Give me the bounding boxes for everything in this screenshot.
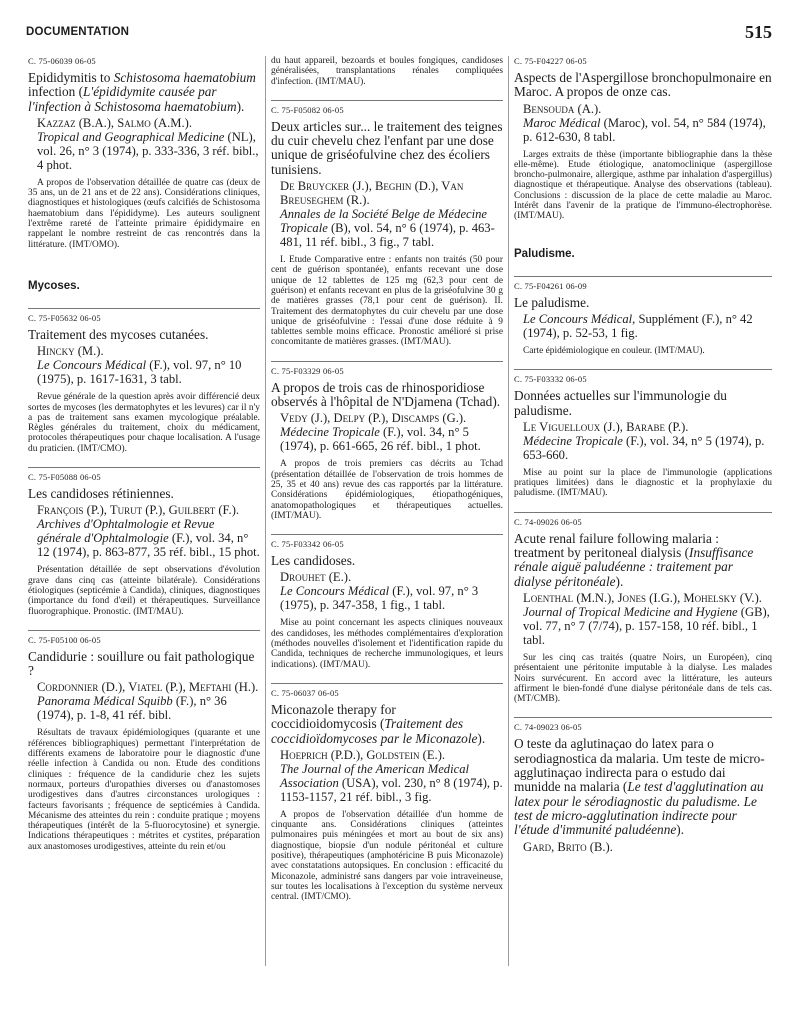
entry-source: Panorama Médical Squibb (F.), n° 36 (1974), p. 1-8, 41 réf. bibl. — [37, 694, 227, 723]
entry-abstract: A propos de trois premiers cas décrits au Tchad (présentation détaillée de l'observation de trois hommes de 25, 35 et 40 ans) revue des cas rapportés par la littérature. Considérations épidémiologiques, étiopathogéniques, anatomopathologiques et thérapeutiques actuelles. (IMT/MAU). — [271, 459, 503, 521]
entry-source: Tropical and Geographical Medicine (NL), vol. 26, n° 3 (1974), p. 333-336, 3 réf. bibl., 4 phot. — [37, 129, 259, 172]
entry-authors: Loenthal (M.N.), Jones (I.G.), Mohelsky (V.). — [523, 590, 762, 605]
abstract-entry — [271, 534, 503, 670]
entry-source: Annales de la Société Belge de Médecine Tropicale (B), vol. 54, n° 6 (1974), p. 463-481, 11 réf. bibl., 3 fig., 7 tabl. — [280, 207, 495, 250]
column-divider — [265, 56, 266, 966]
entry-authors: Drouhet (E.). — [280, 570, 352, 585]
abstract-entry — [514, 56, 772, 222]
entry-title: Données actuelles sur l'immunologie du paludisme. — [514, 388, 727, 418]
section-heading-mycoses: Mycoses. — [28, 279, 80, 292]
entry-abstract: A propos de l'observation détaillée de quatre cas (deux de 35 ans, un de 21 ans et de 22 ans). Considérations cliniques, diagnostiques et histologiques (œufs calcifiés de Schistosoma haematobium dans l'épididyme). Les auteurs soulignent l'extrême rareté de l'atteinte primaire épididymaire en rappelant le nombre restreint de cas rencontrés dans la littérature. (IMT/OMO). — [28, 177, 260, 250]
section-header: DOCUMENTATION — [26, 26, 130, 38]
entry-code: C. 74-09026 06-05 — [514, 516, 582, 527]
entry-title: Deux articles sur... le traitement des teignes du cuir chevelu chez l'enfant par une dose unique de griséofulvine chez des écoliers tunisiens. — [271, 118, 503, 177]
entry-title: Candidurie : souillure ou fait pathologique ? — [28, 648, 255, 679]
entry-code: C. 75-F05082 06-05 — [271, 104, 344, 115]
entry-code: C. 75-06037 06-05 — [271, 687, 339, 698]
entry-authors: Hincky (M.). — [37, 344, 104, 359]
entry-code: C. 75-F05632 06-05 — [28, 312, 101, 323]
entry-abstract: A propos de l'observation détaillée d'un homme de cinquante ans. Considérations cliniques (atteintes pulmonaires puis méningées et mort au bout de six ans) diagnostique, biopsie d'un nodule péritonéal et culture positive), thérapeutiques (amphotéricine B puis Miconazole) avec constatations autopsiques. En conclusion : efficacité du Miconazole, administré sans dangers par voie intraveineuse, sur toutes les localisations à l'exception du système nerveux central. (IMT/CMO). — [271, 809, 503, 903]
entry-code: C. 74-09023 06-05 — [514, 722, 582, 733]
entry-source: Le Concours Médical (F.), vol. 97, n° 10 (1975), p. 1617-1631, 3 tabl. — [37, 358, 242, 387]
entry-code: C. 75-F03342 06-05 — [271, 539, 344, 550]
entry-abstract: Revue générale de la question après avoir différencié deux sortes de mycoses (les dermatophytes et les levures) car il n'y a pas de traitement sans examen mycologique préalable. Règles générales du traitement, choix du médicament, protocoles thérapeutiques pour chaque localisation. A l'usage du praticien. (IMT/CMO). — [28, 392, 260, 454]
entry-source: Le Concours Médical (F.), vol. 97, n° 3 (1975), p. 347-358, 1 fig., 1 tabl. — [280, 584, 479, 613]
entry-abstract: I. Etude Comparative entre : enfants non traités (50 pour cent de guérison spontanée), enfants recevant une dose unique de 12 tablettes de 125 mg (62,3 pour cent de guérison) et enfants recevant en plus de la griséofulvine 30 g de matières grasses (78,1 pour cent de guérison). II. Traitement des dermatophytes du cuir chevelu par une dose unique de griséofulvine : l'essai d'une dose réduite à 9 tablettes semble moins efficace. Pronostic amélioré si prise concomitante de matières grasses. (IMT/MAU). — [271, 255, 503, 348]
entry-title: Acute renal failure following malaria : treatment by peritoneal dialysis (Insuffisance rénale aiguë paludéenne : traitement par dialyse péritonéale). — [514, 530, 754, 589]
entry-abstract: Présentation détaillée de sept observations d'évolution grave dans cinq cas (atteinte bilatérale). Considérations étiologiques (septicémie à Candida), cliniques, diagnostiques (importance du fond d'œil) et thérapeutiques. Surveillance fluorographique. Pronostic. (IMT/MAU). — [28, 565, 260, 617]
entry-code: C. 75-F03329 06-05 — [271, 365, 344, 376]
abstract-entry — [271, 683, 503, 903]
entry-code: C. 75-F04261 06-09 — [514, 280, 587, 291]
entry-abstract: Sur les cinq cas traités (quatre Noirs, un Européen), cinq présentaient une péritonite imputable à la dialyse. Les malades Noirs survécurent. En accord avec la littérature, les auteurs affirment le bien-fondé d'une dialyse péritonéale dans de tels cas. (MT/CMB). — [514, 652, 772, 705]
entry-title: Epididymitis to Schistosoma haematobium infection (L'épididymite causée par l'infection à Schistosoma haematobium). — [28, 70, 256, 114]
abstract-entry — [271, 100, 503, 348]
abstract-entry — [28, 630, 260, 852]
column-divider — [508, 56, 509, 966]
entry-authors: De Bruycker (J.), Beghin (D.), Van Breuseghem (R.). — [280, 179, 464, 208]
entry-title: Les candidoses rétiniennes. — [28, 486, 174, 502]
entry-abstract: Mise au point sur la place de l'immunologie (applications pratiques limitées) dans le diagnostic et la prophylaxie du paludisme. (IMT/MAU). — [514, 467, 772, 499]
abstract-entry — [514, 369, 772, 498]
abstract-entry — [28, 308, 260, 454]
abstract-entry — [28, 467, 260, 617]
abstract-entry — [271, 361, 503, 521]
column-1 — [28, 56, 260, 865]
entry-title: Miconazole therapy for coccidioidomycosis (Traitement des coccidioïdomycoses par le Miconazole). — [271, 701, 486, 746]
abstract-entry — [514, 276, 772, 357]
entry-abstract: du haut appareil, bezoards et boules fongiques, candidoses généralisées, transplantations rénales compliquées d'infection. (IMT/MAU). — [271, 56, 503, 87]
entry-title: O teste da aglutinaçao do latex para o serodiagnostica da malaria. Um teste de micro-agglutinaçao indirecta para o estudo dai munidde na malaria (Le test d'agglutination au latex pour le sérodiagnostic du paludisme. Le test de micro-agglutination indirecte pour l'étude d'immunité paludéenne). — [514, 736, 765, 838]
entry-abstract: Carte épidémiologique en couleur. (IMT/MAU). — [523, 345, 705, 356]
entry-code: C. 75-F03332 06-05 — [514, 374, 587, 385]
entry-authors: Hoeprich (P.D.), Goldstein (E.). — [280, 747, 446, 762]
entry-authors: Kazzaz (B.A.), Salmo (A.M.). — [37, 115, 192, 130]
entry-authors: Bensouda (A.). — [523, 101, 602, 116]
entry-code: C. 75-F05100 06-05 — [28, 634, 101, 645]
abstract-entry — [514, 717, 772, 853]
column-2 — [271, 56, 503, 915]
entry-authors: Vedy (J.), Delpy (P.), Discamps (G.). — [280, 411, 467, 426]
entry-title: A propos de trois cas de rhinosporidiose observés à l'hôpital de N'Djamena (Tchad). — [271, 379, 501, 410]
abstract-entry — [28, 56, 260, 250]
entry-code: C. 75-06039 06-05 — [28, 56, 96, 66]
entry-abstract: Larges extraits de thèse (importante bibliographie dans la thèse elle-même). Etude étiologique, anatomoclinique (aspergillose broncho-pulmonaire, allergique, asthme par inhalation d'aspergillus) diagnostique et thérapeutique. Analyse des observations (tableau). Conclusions : discussion de la place de cette maladie au Maroc. Intérêt dans l'avenir de la pratique de l'immuno-électrophorèse. (IMT/MAU). — [514, 149, 772, 222]
entry-source: Médecine Tropicale (F.), vol. 34, n° 5 (1974), p. 653-660. — [523, 433, 765, 462]
entry-authors: Gard, Brito (B.). — [523, 839, 613, 854]
entry-title: Les candidoses. — [271, 553, 356, 569]
entry-abstract: Mise au point concernant les aspects cliniques nouveaux des candidoses, les méthodes complémentaires d'exploration (méthodes nouvelles d'isolement et l'identification rapide du Candida, techniques de recherche immunologiques, et leurs indications). (IMT/MAU). — [271, 618, 503, 670]
entry-title: Traitement des mycoses cutanées. — [28, 326, 209, 342]
entry-abstract: Résultats de travaux épidémiologiques (quarante et une références bibliographiques) permettant l'interprétation de différents examens de laboratoire pour le diagnostic d'une réelle infection à Candida ou non. Etude des conditions cliniques : fréquence de la candidurie chez les sujets normaux, porteurs d'uropathies diverses ou d'anastomoses urodigestives dans d'autres circonstances urologiques : facteurs favorisants ; fréquence de septicémies à Candida. Mécanisme des atteintes du rein : conduite pratique ; moyens thérapeutiques (intérêt de la 5-fluorocytosine) et synergie. Indications thérapeutiques : métrites et cystites, préparation aux anastomoses urodigestives, atteinte du rein et/ou — [28, 728, 260, 852]
entry-authors: Le Viguelloux (J.), Barabe (P.). — [523, 419, 689, 434]
entry-title: Le paludisme. — [514, 294, 590, 310]
column-3 — [514, 56, 772, 867]
section-heading-paludisme: Paludisme. — [514, 247, 575, 260]
entry-code: C. 75-F05088 06-05 — [28, 472, 101, 483]
entry-source: Le Concours Médical, Supplément (F.), n° 42 (1974), p. 52-53, 1 fig. — [523, 311, 753, 340]
entry-authors: François (P.), Turut (P.), Guilbert (F.). — [37, 503, 240, 518]
entry-source: Maroc Médical (Maroc), vol. 54, n° 584 (1974), p. 612-630, 8 tabl. — [523, 115, 766, 144]
abstract-entry — [514, 512, 772, 705]
page-number: 515 — [745, 22, 772, 42]
entry-source: Archives d'Ophtalmologie et Revue générale d'Ophtalmologie (F.), vol. 34, n° 12 (1974), p. 863-877, 35 réf. bibl., 15 phot. — [37, 517, 260, 560]
entry-code: C. 75-F04227 06-05 — [514, 56, 587, 66]
entry-title: Aspects de l'Aspergillose bronchopulmonaire en Maroc. A propos de onze cas. — [514, 70, 772, 100]
abstract-entry-continued — [271, 56, 503, 87]
entry-source: Journal of Tropical Medicine and Hygiene (GB), vol. 77, n° 7 (7/74), p. 157-158, 10 réf. bibl., 1 tabl. — [523, 604, 770, 647]
entry-authors: Cordonnier (D.), Viatel (P.), Meftahi (H.). — [37, 680, 259, 695]
entry-source: The Journal of the American Medical Association (USA), vol. 230, n° 8 (1974), p. 1153-1157, 21 réf. bibl., 3 fig. — [280, 761, 503, 804]
entry-source: Médecine Tropicale (F.), vol. 34, n° 5 (1974), p. 661-665, 26 réf. bibl., 1 phot. — [280, 425, 481, 454]
